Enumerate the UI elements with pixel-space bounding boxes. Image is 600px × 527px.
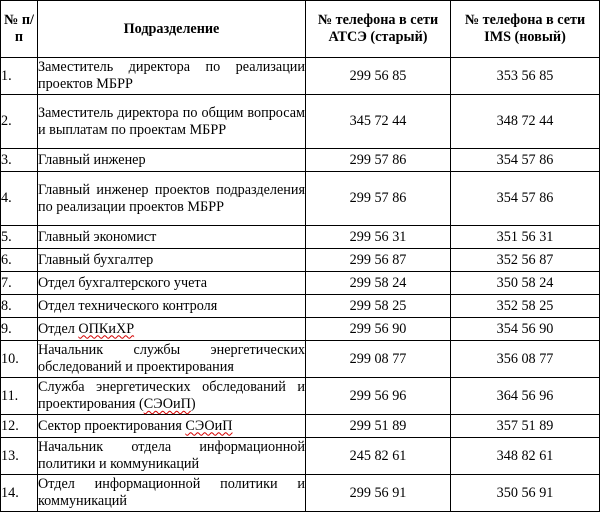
- spellcheck-marked-word: ОПКиХР: [78, 320, 135, 337]
- table-row: [1, 378, 600, 415]
- header-new-phone: № телефона в сети IMS (новый): [451, 1, 600, 58]
- department-name-prefix: Сектор проектирования: [38, 417, 186, 434]
- row-number: 9.: [1, 318, 38, 341]
- department-name: Отдел информационной политики и коммуникаций: [38, 475, 306, 512]
- department-name: [38, 378, 306, 415]
- new-phone: 348 72 44: [451, 95, 600, 149]
- department-name: [38, 318, 306, 341]
- old-phone: 299 56 90: [306, 318, 451, 341]
- old-phone: 299 58 25: [306, 295, 451, 318]
- old-phone: 299 56 31: [306, 226, 451, 249]
- table-row: [1, 58, 600, 95]
- table-row: [1, 172, 600, 226]
- header-department: Подразделение: [38, 1, 306, 58]
- row-number: 6.: [1, 249, 38, 272]
- table-row: [1, 475, 600, 512]
- department-name: Отдел технического контроля: [38, 295, 306, 318]
- row-number: 3.: [1, 149, 38, 172]
- table-row: [1, 249, 600, 272]
- new-phone: 357 51 89: [451, 415, 600, 438]
- new-phone: 356 08 77: [451, 341, 600, 378]
- table-row: [1, 318, 600, 341]
- spellcheck-marked-word: СЭОиП: [185, 417, 233, 434]
- department-name: Главный инженер проектов подразделения по реализации проектов МБРР: [38, 172, 306, 226]
- old-phone: 299 56 91: [306, 475, 451, 512]
- table-row: [1, 438, 600, 475]
- spellcheck-marked-word: СЭОиП: [143, 396, 191, 412]
- new-phone: 364 56 96: [451, 378, 600, 415]
- row-number: 2.: [1, 95, 38, 149]
- table-row: [1, 295, 600, 318]
- row-number: 8.: [1, 295, 38, 318]
- new-phone: 354 56 90: [451, 318, 600, 341]
- row-number: 5.: [1, 226, 38, 249]
- department-name: Главный бухгалтер: [38, 249, 306, 272]
- old-phone: 299 57 86: [306, 149, 451, 172]
- row-number: 11.: [1, 378, 38, 415]
- new-phone: 351 56 31: [451, 226, 600, 249]
- department-name-prefix: Отдел: [38, 320, 79, 337]
- new-phone: 352 56 87: [451, 249, 600, 272]
- department-name: Главный экономист: [38, 226, 306, 249]
- row-number: 14.: [1, 475, 38, 512]
- department-name-suffix: ): [190, 396, 196, 412]
- table-row: [1, 341, 600, 378]
- old-phone: 299 08 77: [306, 341, 451, 378]
- department-name: Главный инженер: [38, 149, 306, 172]
- department-name: Начальник службы энергетических обследований и проектирования: [38, 341, 306, 378]
- header-row: [1, 1, 600, 58]
- department-name: Отдел бухгалтерского учета: [38, 272, 306, 295]
- department-name: Начальник отдела информационной политики и коммуникаций: [38, 438, 306, 475]
- old-phone: 245 82 61: [306, 438, 451, 475]
- header-num: № п/п: [1, 1, 38, 58]
- new-phone: 354 57 86: [451, 149, 600, 172]
- table-header: [1, 1, 600, 58]
- header-old-phone: № телефона в сети АТСЭ (старый): [306, 1, 451, 58]
- new-phone: 348 82 61: [451, 438, 600, 475]
- department-name: [38, 415, 306, 438]
- row-number: 4.: [1, 172, 38, 226]
- old-phone: 299 58 24: [306, 272, 451, 295]
- department-name-prefix: Служба энергетических обследований и проектирования (: [38, 379, 305, 412]
- old-phone: 299 57 86: [306, 172, 451, 226]
- new-phone: 352 58 25: [451, 295, 600, 318]
- new-phone: 350 56 91: [451, 475, 600, 512]
- table-row: [1, 95, 600, 149]
- old-phone: 299 56 96: [306, 378, 451, 415]
- old-phone: 299 51 89: [306, 415, 451, 438]
- row-number: 13.: [1, 438, 38, 475]
- row-number: 12.: [1, 415, 38, 438]
- old-phone: 345 72 44: [306, 95, 451, 149]
- new-phone: 353 56 85: [451, 58, 600, 95]
- old-phone: 299 56 85: [306, 58, 451, 95]
- row-number: 10.: [1, 341, 38, 378]
- row-number: 1.: [1, 58, 38, 95]
- department-name: Заместитель директора по общим вопросам и выплатам по проектам МБРР: [38, 95, 306, 149]
- department-name: Заместитель директора по реализации проектов МБРР: [38, 58, 306, 95]
- table-body: [1, 58, 600, 512]
- row-number: 7.: [1, 272, 38, 295]
- old-phone: 299 56 87: [306, 249, 451, 272]
- table-row: [1, 226, 600, 249]
- new-phone: 350 58 24: [451, 272, 600, 295]
- table-row: [1, 272, 600, 295]
- table-row: [1, 415, 600, 438]
- new-phone: 354 57 86: [451, 172, 600, 226]
- table-row: [1, 149, 600, 172]
